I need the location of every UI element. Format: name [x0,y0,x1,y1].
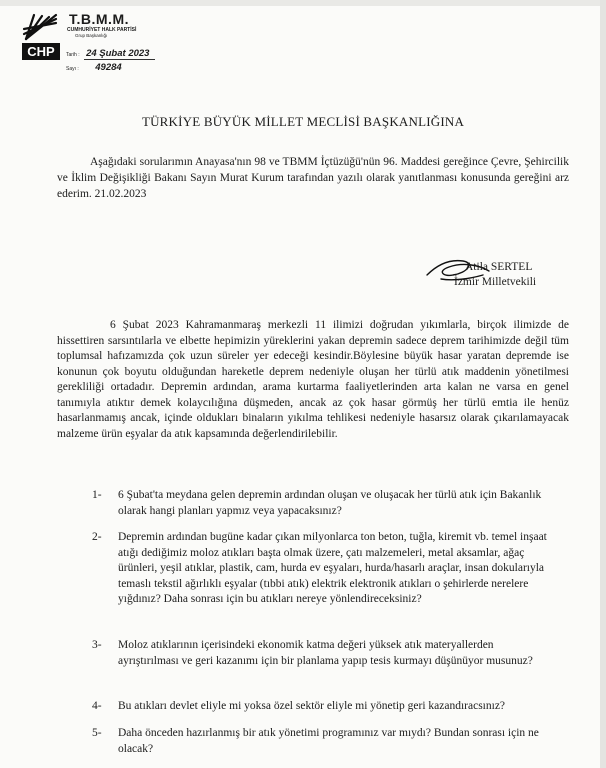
question-text: Moloz atıklarının içerisindeki ekonomik katma değeri yüksek atık materyallerden ayrıştırılması ve geri kazanımı için bir planlama yapıp tesis kurmayı düşünüyor musunuz? [118,639,533,667]
question-item [92,530,554,608]
body-paragraph-block [57,318,569,442]
document-heading: TÜRKİYE BÜYÜK MİLLET MECLİSİ BAŞKANLIĞINA [141,114,465,129]
signer-name: Atila SERTEL [465,261,533,273]
question-item [92,488,554,519]
six-arrows-icon [22,12,60,42]
number-label: Sayı : [66,66,79,72]
question-text: 6 Şubat'ta meydana gelen depremin ardından oluşan ve oluşacak her türlü atık için Bakanlık olarak hangi planları yapmız veya yapacaksınız? [118,489,542,517]
number-value: 49284 [95,62,122,73]
date-value: 24 Şubat 2023 [84,48,155,60]
number-stamp [66,57,122,75]
question-number: 5- [92,727,102,739]
question-item [92,699,554,715]
signer-title: İzmir Milletvekili [454,276,537,288]
party-name: CUMHURİYET HALK PARTİSİ [67,27,137,33]
question-number: 2- [92,531,102,543]
question-item [92,726,554,757]
question-number: 4- [92,700,102,712]
institution-title: T.B.M.M. [69,11,129,27]
question-number: 1- [92,489,102,501]
question-text: Depremin ardından bugüne kadar çıkan milyonlarca ton beton, tuğla, kiremit vb. temel inşaat atığı dediğimiz moloz atıkları başta olmak üzere, çatı malzemeleri, metal aksamlar, ağaç ürünleri, yeşil atıklar, plastik, cam, hurda ev eşyaları, hurda/hasarlı araçlar, insan dokularıyla temaslı tekstil ağırlıklı eşyalar (tıbbi atık) elektrik elektronik atıkları o şehirlerde nerelere yığdınız? Daha sonrası için bu atıkları nereye yönlendireceksiniz? [118,531,547,605]
scan-top-band [0,0,606,6]
question-item [92,638,554,669]
date-label: Tarih : [66,52,80,58]
question-text: Daha önceden hazırlanmış bir atık yönetimi programınız var mıydı? Bundan sonrası için ne olacak? [118,727,539,755]
question-number: 3- [92,639,102,651]
question-text: Bu atıkları devlet eliyle mi yoksa özel sektör eliyle mi yönetip geri kazandıracsınız? [118,700,506,712]
body-paragraph: 6 Şubat 2023 Kahramanmaraş merkezli 11 ilimizi doğrudan yıkımlarla, birçok ilimizde de hissettiren sarsıntılarla ve elbette hepimizin yüreklerini yakan depremin sadece deprem tarihimizde değil tüm toplumsal hafızamızda çok uzun süreler yer edeceği kesindir.Böylesine büyük hasar yaratan depremde ise konunun çok boyutu olduğundan hareketle deprem nedeniyle oluşan her türlü atık maddenin yönetilmesi gerekliliği ortadadır. Depremin ardından, arama kurtarma faaliyetlerinden arta kalan ne varsa en genel tanımıyla atıktır demek kolaycılığına düşmeden, ancak az çok hasar görmüş her türlü emtia ile henüz hasarlanmamış ancak, içinde oldukları binaların yıkılma tehlikesi nedeniyle hasarsız olarak çıkarılamayacak malzeme ürün eşyalar da atık kapsamında değerlendirilebilir. [57,319,569,440]
intro-paragraph-block [57,154,569,202]
intro-paragraph: Aşağıdaki sorularımın Anayasa'nın 98 ve TBMM İçtüzüğü'nün 96. Maddesi gereğince Çevre, Şehircilik ve İklim Değişikliği Bakanı Sayın Murat Kurum tarafından yazılı olarak yanıtlanması konusunda gereğini arz ederim. 21.02.2023 [57,156,569,200]
chp-logo-text: CHP [22,43,60,60]
group-name: Grup Başkanlığı [75,33,108,38]
